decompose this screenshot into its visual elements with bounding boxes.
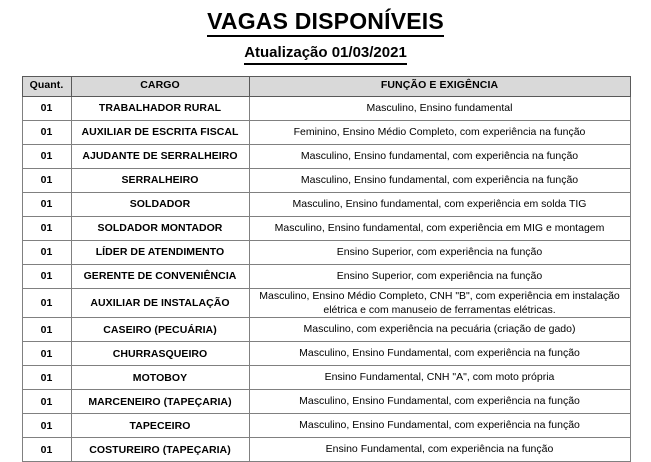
table-row bbox=[22, 168, 630, 192]
cell-job-title: LÍDER DE ATENDIMENTO bbox=[71, 240, 249, 264]
table-row bbox=[22, 240, 630, 264]
cell-requirements: Ensino Superior, com experiência na função bbox=[249, 240, 630, 264]
vacancies-table-container bbox=[22, 76, 630, 462]
cell-job-title: SOLDADOR MONTADOR bbox=[71, 216, 249, 240]
cell-requirements: Masculino, Ensino fundamental, com experiência em solda TIG bbox=[249, 192, 630, 216]
cell-quantity: 01 bbox=[22, 144, 71, 168]
cell-job-title: SOLDADOR bbox=[71, 192, 249, 216]
table-row bbox=[22, 144, 630, 168]
cell-job-title: SERRALHEIRO bbox=[71, 168, 249, 192]
cell-quantity: 01 bbox=[22, 366, 71, 390]
cell-job-title: AUXILIAR DE INSTALAÇÃO bbox=[71, 288, 249, 317]
title-block bbox=[0, 0, 651, 65]
cell-requirements: Masculino, Ensino Fundamental, com experiência na função bbox=[249, 414, 630, 438]
table-row bbox=[22, 318, 630, 342]
subtitle-line bbox=[0, 44, 651, 64]
cell-quantity: 01 bbox=[22, 168, 71, 192]
cell-requirements: Ensino Superior, com experiência na função bbox=[249, 264, 630, 288]
table-row bbox=[22, 342, 630, 366]
cell-quantity: 01 bbox=[22, 414, 71, 438]
cell-job-title: CHURRASQUEIRO bbox=[71, 342, 249, 366]
cell-quantity: 01 bbox=[22, 192, 71, 216]
table-body bbox=[22, 96, 630, 461]
table-row bbox=[22, 288, 630, 317]
page-subtitle: Atualização 01/03/2021 bbox=[244, 44, 407, 64]
column-header-funcao: FUNÇÃO E EXIGÊNCIA bbox=[249, 76, 630, 96]
vacancies-table bbox=[22, 76, 631, 462]
cell-quantity: 01 bbox=[22, 390, 71, 414]
cell-job-title: TAPECEIRO bbox=[71, 414, 249, 438]
cell-job-title: CASEIRO (PECUÁRIA) bbox=[71, 318, 249, 342]
table-row bbox=[22, 390, 630, 414]
cell-requirements: Feminino, Ensino Médio Completo, com experiência na função bbox=[249, 120, 630, 144]
cell-quantity: 01 bbox=[22, 120, 71, 144]
cell-quantity: 01 bbox=[22, 438, 71, 462]
table-row bbox=[22, 96, 630, 120]
table-row bbox=[22, 192, 630, 216]
cell-job-title: GERENTE DE CONVENIÊNCIA bbox=[71, 264, 249, 288]
cell-quantity: 01 bbox=[22, 240, 71, 264]
table-row bbox=[22, 264, 630, 288]
cell-job-title: AJUDANTE DE SERRALHEIRO bbox=[71, 144, 249, 168]
cell-quantity: 01 bbox=[22, 96, 71, 120]
cell-job-title: TRABALHADOR RURAL bbox=[71, 96, 249, 120]
column-header-quant: Quant. bbox=[22, 76, 71, 96]
cell-job-title: COSTUREIRO (TAPEÇARIA) bbox=[71, 438, 249, 462]
cell-requirements: Masculino, Ensino fundamental, com experiência em MIG e montagem bbox=[249, 216, 630, 240]
column-header-cargo: CARGO bbox=[71, 76, 249, 96]
cell-job-title: AUXILIAR DE ESCRITA FISCAL bbox=[71, 120, 249, 144]
cell-requirements: Masculino, Ensino Médio Completo, CNH "B", com experiência em instalação elétrica e com manuseio de ferramentas elétricas. bbox=[249, 288, 630, 317]
table-header-row bbox=[22, 76, 630, 96]
cell-quantity: 01 bbox=[22, 318, 71, 342]
table-row bbox=[22, 414, 630, 438]
cell-quantity: 01 bbox=[22, 288, 71, 317]
cell-quantity: 01 bbox=[22, 216, 71, 240]
cell-job-title: MARCENEIRO (TAPEÇARIA) bbox=[71, 390, 249, 414]
cell-requirements: Ensino Fundamental, com experiência na função bbox=[249, 438, 630, 462]
cell-requirements: Masculino, Ensino Fundamental, com experiência na função bbox=[249, 342, 630, 366]
page-title-line bbox=[0, 8, 651, 37]
cell-requirements: Masculino, com experiência na pecuária (criação de gado) bbox=[249, 318, 630, 342]
cell-quantity: 01 bbox=[22, 342, 71, 366]
cell-requirements: Ensino Fundamental, CNH "A", com moto própria bbox=[249, 366, 630, 390]
cell-requirements: Masculino, Ensino fundamental, com experiência na função bbox=[249, 144, 630, 168]
cell-quantity: 01 bbox=[22, 264, 71, 288]
cell-job-title: MOTOBOY bbox=[71, 366, 249, 390]
table-header bbox=[22, 76, 630, 96]
cell-requirements: Masculino, Ensino fundamental, com experiência na função bbox=[249, 168, 630, 192]
table-row bbox=[22, 216, 630, 240]
cell-requirements: Masculino, Ensino fundamental bbox=[249, 96, 630, 120]
table-row bbox=[22, 120, 630, 144]
cell-requirements: Masculino, Ensino Fundamental, com experiência na função bbox=[249, 390, 630, 414]
page-title: VAGAS DISPONÍVEIS bbox=[207, 8, 444, 37]
table-row bbox=[22, 366, 630, 390]
table-row bbox=[22, 438, 630, 462]
